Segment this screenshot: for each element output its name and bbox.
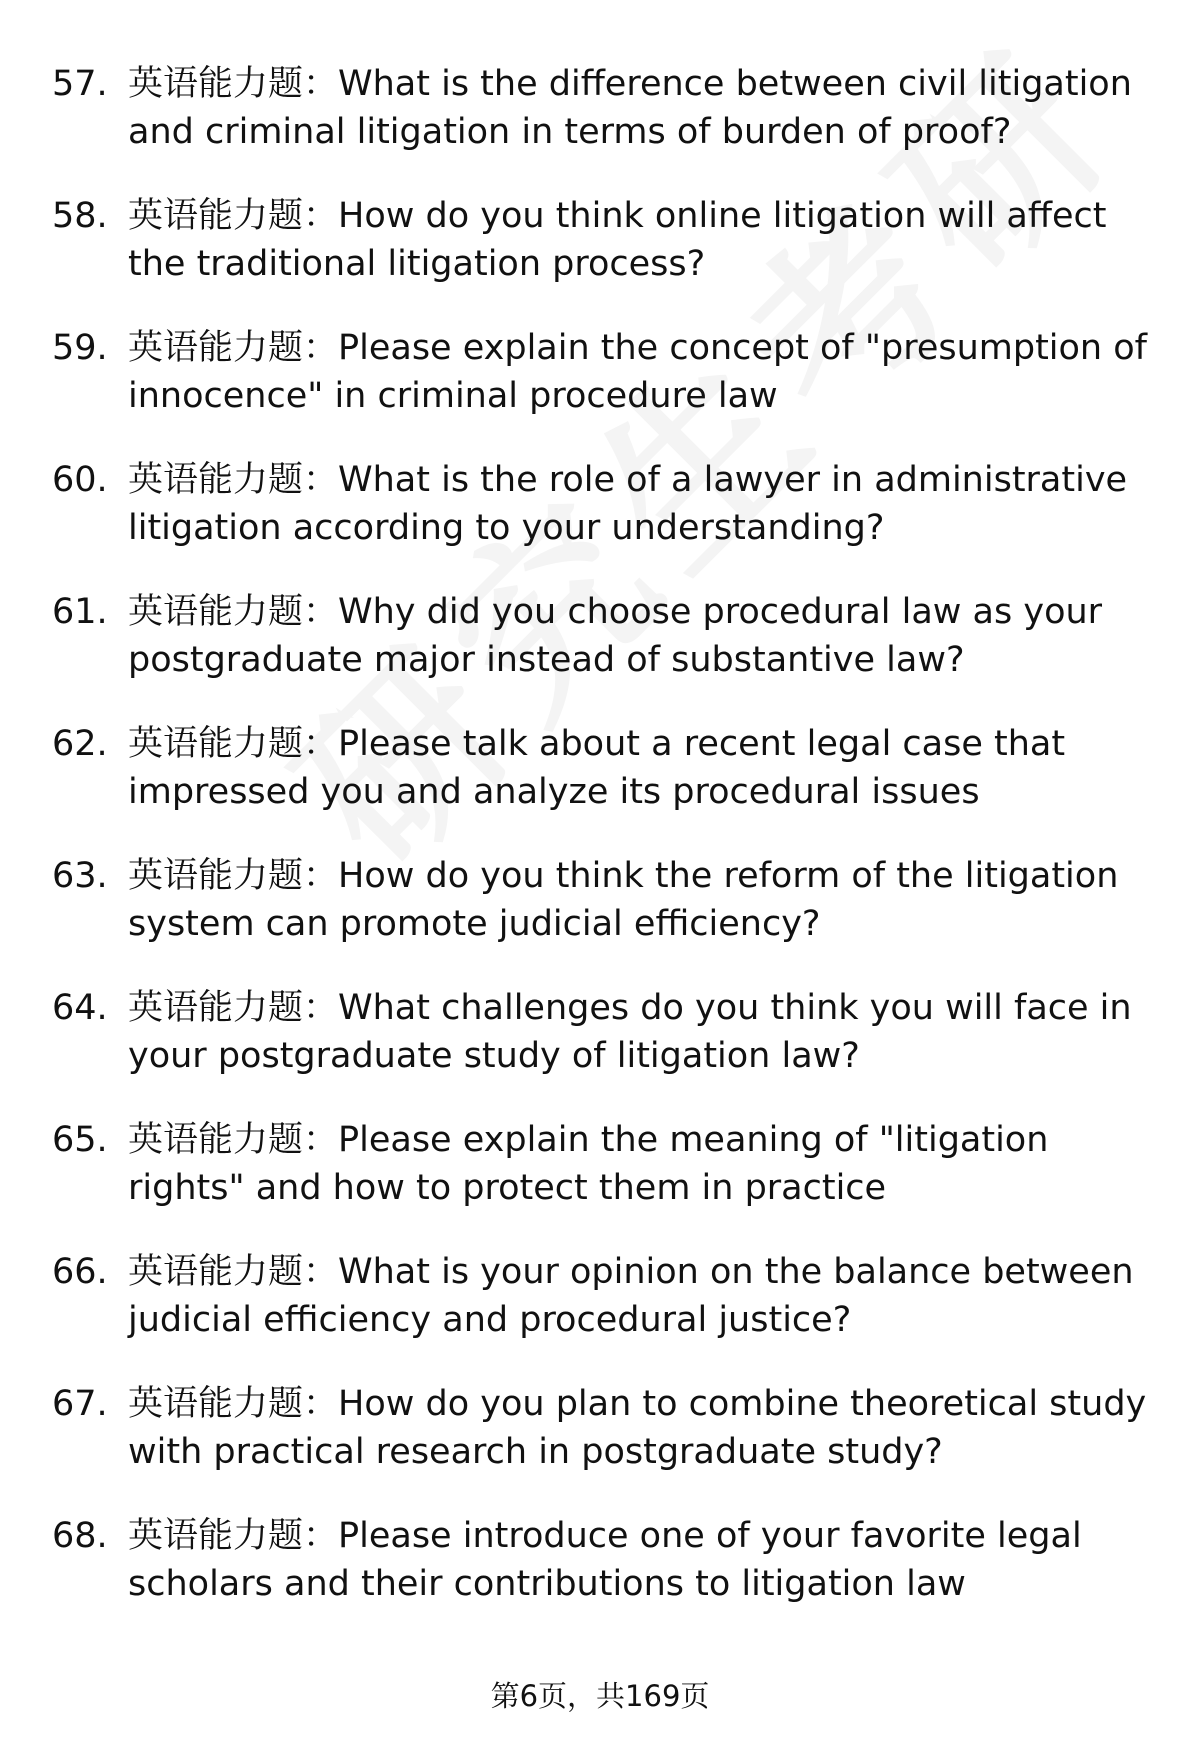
- question-number: 61.: [52, 592, 108, 632]
- question-number: 64.: [52, 988, 108, 1028]
- question-item: [0, 720, 1200, 852]
- question-body: [128, 456, 1158, 552]
- question-tag: 英语能力题：: [128, 988, 339, 1028]
- question-text: How do you think the reform of the litigation system can promote judicial efficiency?: [128, 856, 1119, 944]
- question-number: 66.: [52, 1252, 108, 1292]
- question-body: [128, 1116, 1158, 1212]
- question-text: What is the difference between civil litigation and criminal litigation in terms of burden of proof?: [128, 64, 1132, 152]
- question-body: [128, 1512, 1158, 1608]
- question-tag: 英语能力题：: [128, 856, 339, 896]
- question-item: [0, 60, 1200, 192]
- question-number: 67.: [52, 1384, 108, 1424]
- question-number: 68.: [52, 1516, 108, 1556]
- question-body: [128, 324, 1158, 420]
- question-list: [0, 60, 1200, 1644]
- question-text: Please talk about a recent legal case that impressed you and analyze its procedural issues: [128, 724, 1066, 812]
- question-body: [128, 60, 1158, 156]
- question-tag: 英语能力题：: [128, 1120, 339, 1160]
- question-body: [128, 588, 1158, 684]
- question-number: 60.: [52, 460, 108, 500]
- question-tag: 英语能力题：: [128, 1252, 339, 1292]
- question-item: [0, 192, 1200, 324]
- question-text: Why did you choose procedural law as your postgraduate major instead of substantive law?: [128, 592, 1103, 680]
- question-item: [0, 852, 1200, 984]
- question-item: [0, 456, 1200, 588]
- question-tag: 英语能力题：: [128, 1384, 339, 1424]
- question-item: [0, 1380, 1200, 1512]
- question-text: What is the role of a lawyer in administrative litigation according to your understanding?: [128, 460, 1128, 548]
- question-item: [0, 588, 1200, 720]
- question-text: What challenges do you think you will face in your postgraduate study of litigation law?: [128, 988, 1132, 1076]
- question-text: Please explain the concept of "presumption of innocence" in criminal procedure law: [128, 328, 1147, 416]
- question-item: [0, 324, 1200, 456]
- question-item: [0, 1248, 1200, 1380]
- question-number: 63.: [52, 856, 108, 896]
- question-item: [0, 984, 1200, 1116]
- question-tag: 英语能力题：: [128, 196, 339, 236]
- question-number: 65.: [52, 1120, 108, 1160]
- question-body: [128, 852, 1158, 948]
- question-tag: 英语能力题：: [128, 724, 339, 764]
- question-tag: 英语能力题：: [128, 64, 339, 104]
- question-item: [0, 1512, 1200, 1644]
- page-number-footer: 第6页，共169页: [490, 1679, 710, 1713]
- question-body: [128, 1380, 1158, 1476]
- question-text: How do you plan to combine theoretical study with practical research in postgraduate study?: [128, 1384, 1147, 1472]
- question-tag: 英语能力题：: [128, 1516, 339, 1556]
- question-text: Please explain the meaning of "litigation rights" and how to protect them in practice: [128, 1120, 1049, 1208]
- question-tag: 英语能力题：: [128, 592, 339, 632]
- question-text: How do you think online litigation will affect the traditional litigation process?: [128, 196, 1107, 284]
- question-number: 57.: [52, 64, 108, 104]
- question-text: What is your opinion on the balance between judicial efficiency and procedural justice?: [128, 1252, 1134, 1340]
- question-body: [128, 192, 1158, 288]
- question-body: [128, 720, 1158, 816]
- question-tag: 英语能力题：: [128, 460, 339, 500]
- question-body: [128, 1248, 1158, 1344]
- question-text: Please introduce one of your favorite legal scholars and their contributions to litigation law: [128, 1516, 1082, 1604]
- question-item: [0, 1116, 1200, 1248]
- question-number: 62.: [52, 724, 108, 764]
- question-tag: 英语能力题：: [128, 328, 339, 368]
- question-number: 58.: [52, 196, 108, 236]
- question-number: 59.: [52, 328, 108, 368]
- question-body: [128, 984, 1158, 1080]
